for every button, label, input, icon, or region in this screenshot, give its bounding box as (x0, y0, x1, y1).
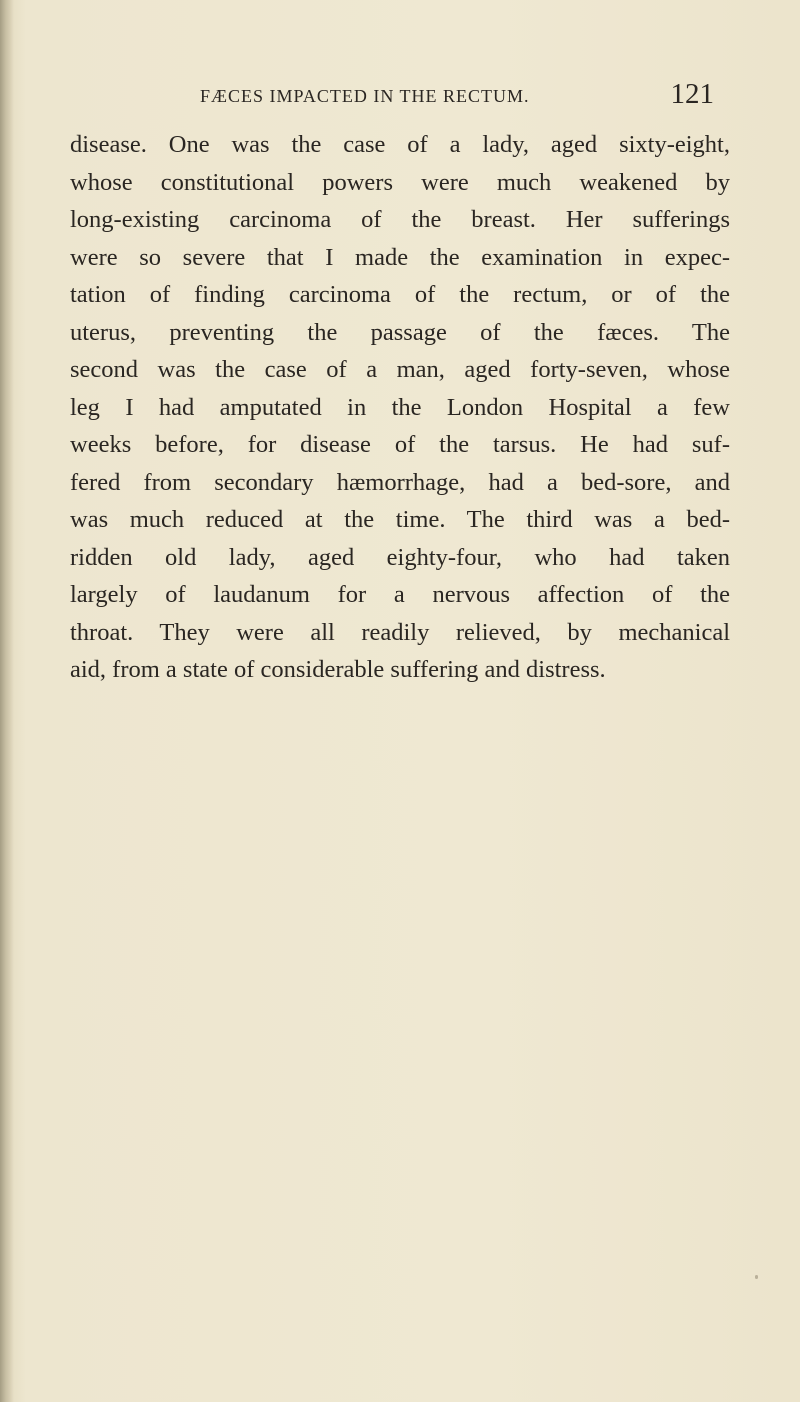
paper-speck (755, 1275, 758, 1279)
text-line: throat. They were all readily relieved, by mechanical (70, 618, 730, 646)
text-line: long-existing carcinoma of the breast. Her sufferings (70, 206, 730, 233)
text-line: weeks before, for disease of the tarsus. He had suf- (70, 431, 730, 458)
text-line: ridden old lady, aged eighty-four, who had taken (70, 543, 730, 571)
spine-shadow (0, 0, 14, 1402)
text-line: whose constitutional powers were much weakened by (70, 168, 730, 196)
text-line: largely of laudanum for a nervous affection of the (70, 581, 730, 608)
running-head: FÆCES IMPACTED IN THE RECTUM. (200, 86, 530, 106)
text-line: leg I had amputated in the London Hospital a few (70, 393, 730, 421)
text-line: fered from secondary hæmorrhage, had a bed-sore, and (70, 468, 730, 496)
text-line: disease. One was the case of a lady, aged sixty-eight, (70, 131, 730, 158)
text-line: tation of finding carcinoma of the rectum, or of the (70, 281, 730, 308)
text-line: was much reduced at the time. The third was a bed- (70, 506, 730, 533)
page-number: 121 (670, 78, 714, 110)
text-line: uterus, preventing the passage of the fæces. The (70, 318, 730, 346)
text-line: aid, from a state of considerable suffering and distress. (70, 656, 606, 683)
body-text (70, 126, 730, 689)
text-line: were so severe that I made the examination in expec- (70, 243, 730, 271)
text-line: second was the case of a man, aged forty-seven, whose (70, 356, 730, 383)
